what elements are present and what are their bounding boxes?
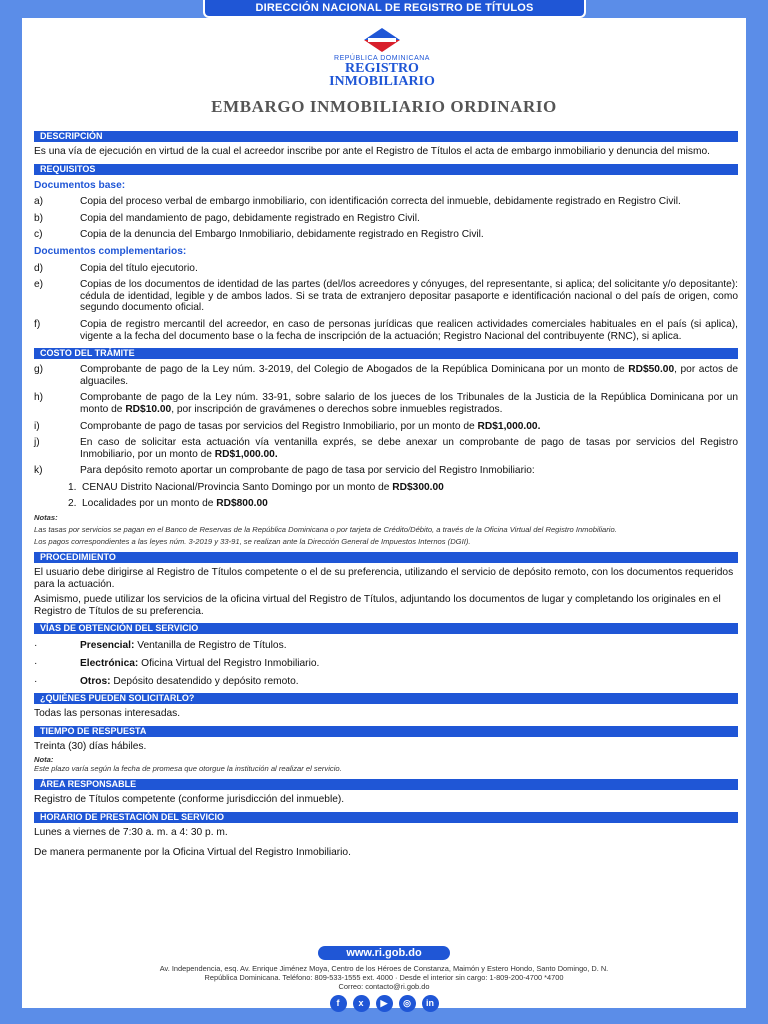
footer: [22, 943, 746, 1012]
section-header-requisitos: REQUISITOS: [34, 164, 738, 175]
descripcion-text: Es una vía de ejecución en virtud de la cual el acreedor inscribe por ante el Registro de Títulos el acta de embargo inmobiliario y denuncia del mismo.: [34, 146, 710, 157]
list-item: · Otros: Depósito desatendido y depósito remoto.: [34, 675, 299, 687]
footer-address-2: República Dominicana. Teléfono: 809-533-1555 ext. 4000 · Desde el interior sin cargo: 1-809-200-4700 *4700: [204, 973, 564, 982]
website-link[interactable]: www.ri.gob.do: [318, 946, 449, 960]
linkedin-icon[interactable]: in: [422, 995, 439, 1012]
section-header-descripcion: DESCRIPCIÓN: [34, 131, 738, 142]
tiempo-text: Treinta (30) días hábiles.: [34, 740, 147, 752]
list-item: c) Copia de la denuncia del Embargo Inmobiliario, debidamente registrado en Registro Civil.: [34, 229, 484, 241]
list-item: a) Copia del proceso verbal de embargo inmobiliario, con identificación correcta del inmueble, debidamente registrado en Registro Civil.: [34, 196, 681, 208]
list-item: j) En caso de solicitar esta actuación vía ventanilla exprés, se debe anexar un comprobante de pago de tasas por servicios del Registro Inmobiliario, por un monto de RD$1,000.00.: [34, 437, 738, 460]
list-item: · Presencial: Ventanilla de Registro de Títulos.: [34, 640, 287, 652]
section-header-quienes: ¿QUIÉNES PUEDEN SOLICITARLO?: [34, 693, 738, 704]
list-item: f) Copia de registro mercantil del acreedor, en caso de personas jurídicas que realicen actividades comerciales habituales en el país (si aplica), vigente a la fecha del documento base o la fecha de inscripción de la actuación; Registro Nacional del contribuyente (RNC), si aplica.: [34, 318, 738, 342]
notes: Notas: Las tasas por servicios se pagan en el Banco de Reservas de la República Dominicana o por tarjeta de Crédito/Débito, a través de la Oficina Virtual del Registro Inmobiliario. Los pagos correspondientes a las leyes núm. 3-2019 y 33-91, se realizan ante la Dirección General de Impuestos Internos (DGII).: [34, 513, 617, 547]
section-header-procedimiento: PROCEDIMIENTO: [34, 552, 738, 563]
procedimiento-p2: Asimismo, puede utilizar los servicios de la oficina virtual del Registro de Títulos, adjuntando los documentos de lugar y completando los originales en el Registro de Títulos de su preferencia.: [34, 594, 721, 617]
logo-inmobiliario: INMOBILIARIO: [329, 74, 435, 89]
base-docs-title: Documentos base:: [34, 179, 126, 191]
list-item: k) Para depósito remoto aportar un comprobante de pago de tasa por servicio del Registro Inmobiliario:: [34, 465, 535, 477]
list-item: 2. Localidades por un monto de RD$800.00: [68, 498, 268, 510]
list-item: e) Copias de los documentos de identidad de las partes (del/los acreedores y cónyuges, del representante, si aplica; del solicitante y/o depositante): cédula de identidad, legible y de ambos lados. Si se trata de extranjero depositar pasaporte e identificación nacional o del país de origen, como segundo documento oficial.: [34, 279, 738, 314]
horario-p2: De manera permanente por la Oficina Virtual del Registro Inmobiliario.: [34, 846, 351, 858]
section-header-tiempo: TIEMPO DE RESPUESTA: [34, 726, 738, 737]
instagram-icon[interactable]: ◎: [399, 995, 416, 1012]
section-header-costo: COSTO DEL TRÁMITE: [34, 348, 738, 359]
area-text: Registro de Títulos competente (conforme jurisdicción del inmueble).: [34, 794, 345, 806]
quienes-text: Todas las personas interesadas.: [34, 708, 181, 720]
social-icons: [22, 995, 746, 1012]
footer-email: Correo: contacto@ri.gob.do: [338, 982, 430, 991]
logo: [312, 26, 452, 88]
procedimiento-p1: El usuario debe dirigirse al Registro de Títulos competente o el de su preferencia, utilizando el servicio de depósito remoto, con los documentos requeridos para la actuación.: [34, 567, 734, 590]
list-item: g) Comprobante de pago de la Ley núm. 3-2019, del Colegio de Abogados de la República Dominicana por un monto de RD$50.00, por actos de alguaciles.: [34, 364, 738, 387]
section-header-vias: VÍAS DE OBTENCIÓN DEL SERVICIO: [34, 623, 738, 634]
list-item: d) Copia del título ejecutorio.: [34, 262, 198, 274]
list-item: 1. CENAU Distrito Nacional/Provincia Santo Domingo por un monto de RD$300.00: [68, 481, 444, 493]
footer-address-1: Av. Independencia, esq. Av. Enrique Jiménez Moya, Centro de los Héroes de Constanza, Maimón y Estero Hondo, Santo Domingo, D. N.: [159, 964, 609, 973]
logo-country: REPÚBLICA DOMINICANA: [334, 55, 430, 62]
youtube-icon[interactable]: ▶: [376, 995, 393, 1012]
section-header-area: ÁREA RESPONSABLE: [34, 779, 738, 790]
top-banner: DIRECCIÓN NACIONAL DE REGISTRO DE TÍTULOS: [203, 0, 586, 18]
list-item: b) Copia del mandamiento de pago, debidamente registrado en Registro Civil.: [34, 212, 420, 224]
list-item: · Electrónica: Oficina Virtual del Registro Inmobiliario.: [34, 658, 320, 670]
page-title: EMBARGO INMOBILIARIO ORDINARIO: [211, 97, 557, 116]
comp-docs-title: Documentos complementarios:: [34, 245, 187, 257]
list-item: h) Comprobante de pago de la Ley núm. 33-91, sobre salario de los jueces de los Tribunales de la Justicia de la República Dominicana por un monto de RD$10.00, por inscripción de gravámenes o derechos sobre inmuebles registrados.: [34, 392, 738, 415]
logo-emblem-icon: [360, 26, 404, 54]
section-header-horario: HORARIO DE PRESTACIÓN DEL SERVICIO: [34, 812, 738, 823]
list-item: i) Comprobante de pago de tasas por servicios del Registro Inmobiliario, por un monto de RD$1,000.00.: [34, 420, 541, 432]
tiempo-note: Nota: Este plazo varía según la fecha de promesa que otorgue la institución al realizar el servicio.: [34, 755, 342, 774]
facebook-icon[interactable]: f: [330, 995, 347, 1012]
logo-registro: REGISTRO: [345, 61, 419, 76]
content: [34, 131, 738, 858]
horario-p1: Lunes a viernes de 7:30 a. m. a 4: 30 p. m.: [34, 827, 228, 838]
x-twitter-icon[interactable]: x: [353, 995, 370, 1012]
document-sheet: [22, 18, 746, 1008]
